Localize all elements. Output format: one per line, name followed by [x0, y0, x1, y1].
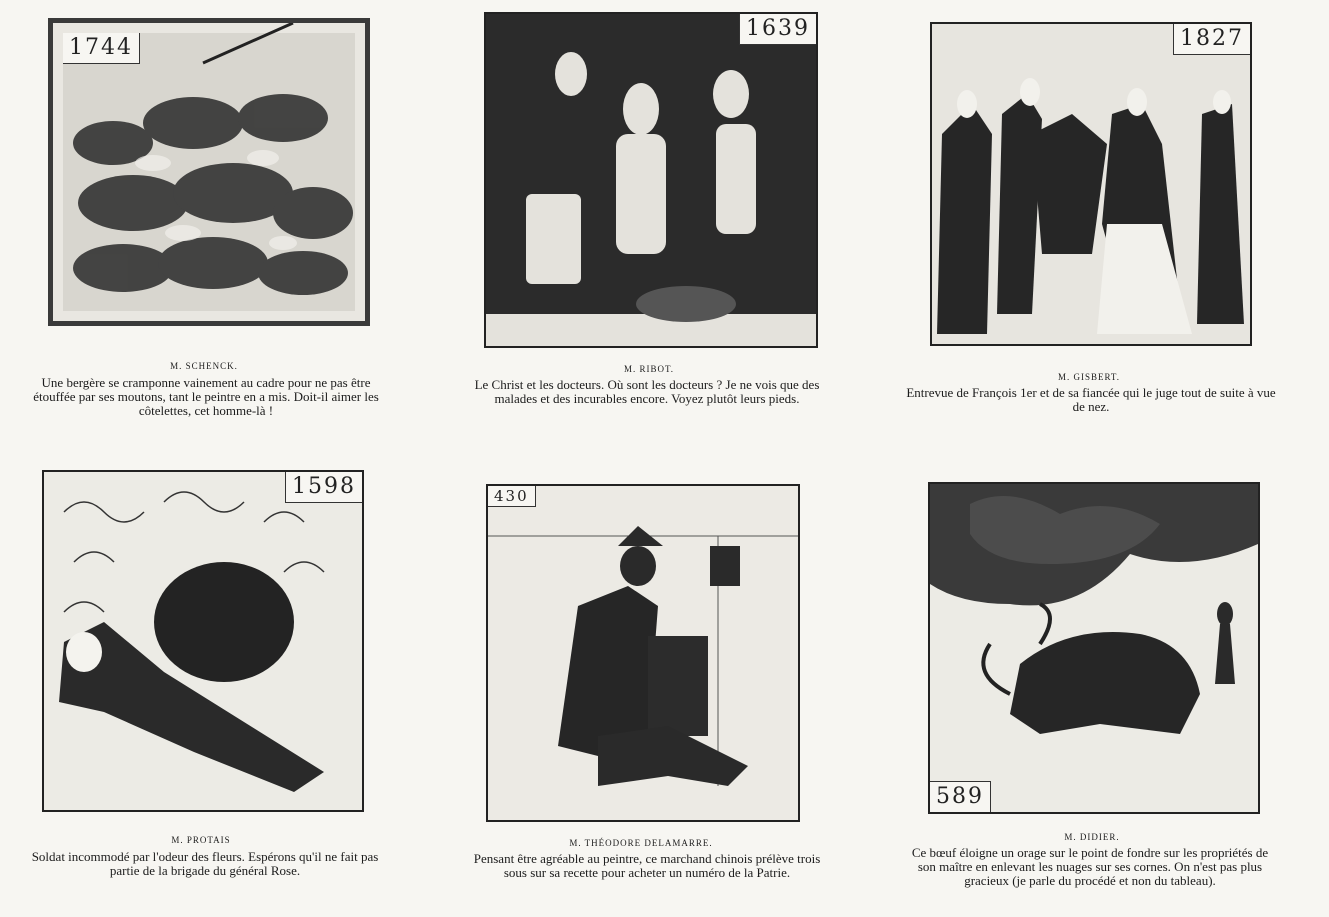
- illustration-frame: [48, 18, 370, 326]
- caption-text: Entrevue de François 1er et de sa fiancée qui le juge tout de suite à vue de nez.: [906, 385, 1276, 414]
- caption-text: Le Christ et les docteurs. Où sont les docteurs ? Je ne vois que des malades et des incurables encore. Voyez plutôt leurs pieds.: [474, 377, 820, 406]
- catalog-number: 1639: [739, 14, 816, 45]
- illustration-frame: [928, 482, 1260, 814]
- chinese-merchant-illustration-icon: [488, 486, 798, 820]
- sheep-crowd-illustration-icon: [53, 23, 365, 321]
- catalog-number: 430: [488, 486, 536, 507]
- royal-meeting-illustration-icon: [932, 24, 1250, 344]
- illustration-frame: [930, 22, 1252, 346]
- artist-name: M. GISBERT.: [1057, 372, 1121, 382]
- illustration-frame: [42, 470, 364, 812]
- caption-text: Pensant être agréable au peintre, ce marchand chinois prélève trois sous sur sa recette pour acheter un numéro de la Patrie.: [473, 851, 821, 880]
- catalog-number: 1598: [285, 472, 362, 503]
- illustration-frame: [486, 484, 800, 822]
- ox-storm-illustration-icon: [930, 484, 1258, 812]
- caption-text: Ce bœuf éloigne un orage sur le point de fondre sur les propriétés de son maître en enlevant les nuages sur ses cornes. On n'est pas plus gracieux (je parle du procédé et non du tableau).: [911, 845, 1269, 888]
- caption-text: Une bergère se cramponne vainement au cadre pour ne pas être étouffée par ses moutons, tant le peintre en a mis. Doit-il aimer les côtelettes, cet homme-là !: [33, 375, 379, 418]
- catalog-number: 1744: [63, 33, 140, 64]
- illustration-frame: [484, 12, 818, 348]
- fallen-soldier-illustration-icon: [44, 472, 362, 810]
- artist-name: M. SCHENCK.: [170, 361, 238, 371]
- christ-doctors-illustration-icon: [486, 14, 816, 346]
- catalog-number: 589: [930, 781, 991, 812]
- artist-name: M. DIDIER.: [1064, 832, 1120, 842]
- catalog-number: 1827: [1173, 24, 1250, 55]
- caption-text: Soldat incommodé par l'odeur des fleurs. Espérons qu'il ne fait pas partie de la brigade du général Rose.: [31, 849, 379, 878]
- artist-name: M. PROTAIS: [171, 835, 231, 845]
- artist-name: M. RIBOT.: [623, 364, 675, 374]
- artist-name: M. THÉODORE DELAMARRE.: [569, 838, 713, 848]
